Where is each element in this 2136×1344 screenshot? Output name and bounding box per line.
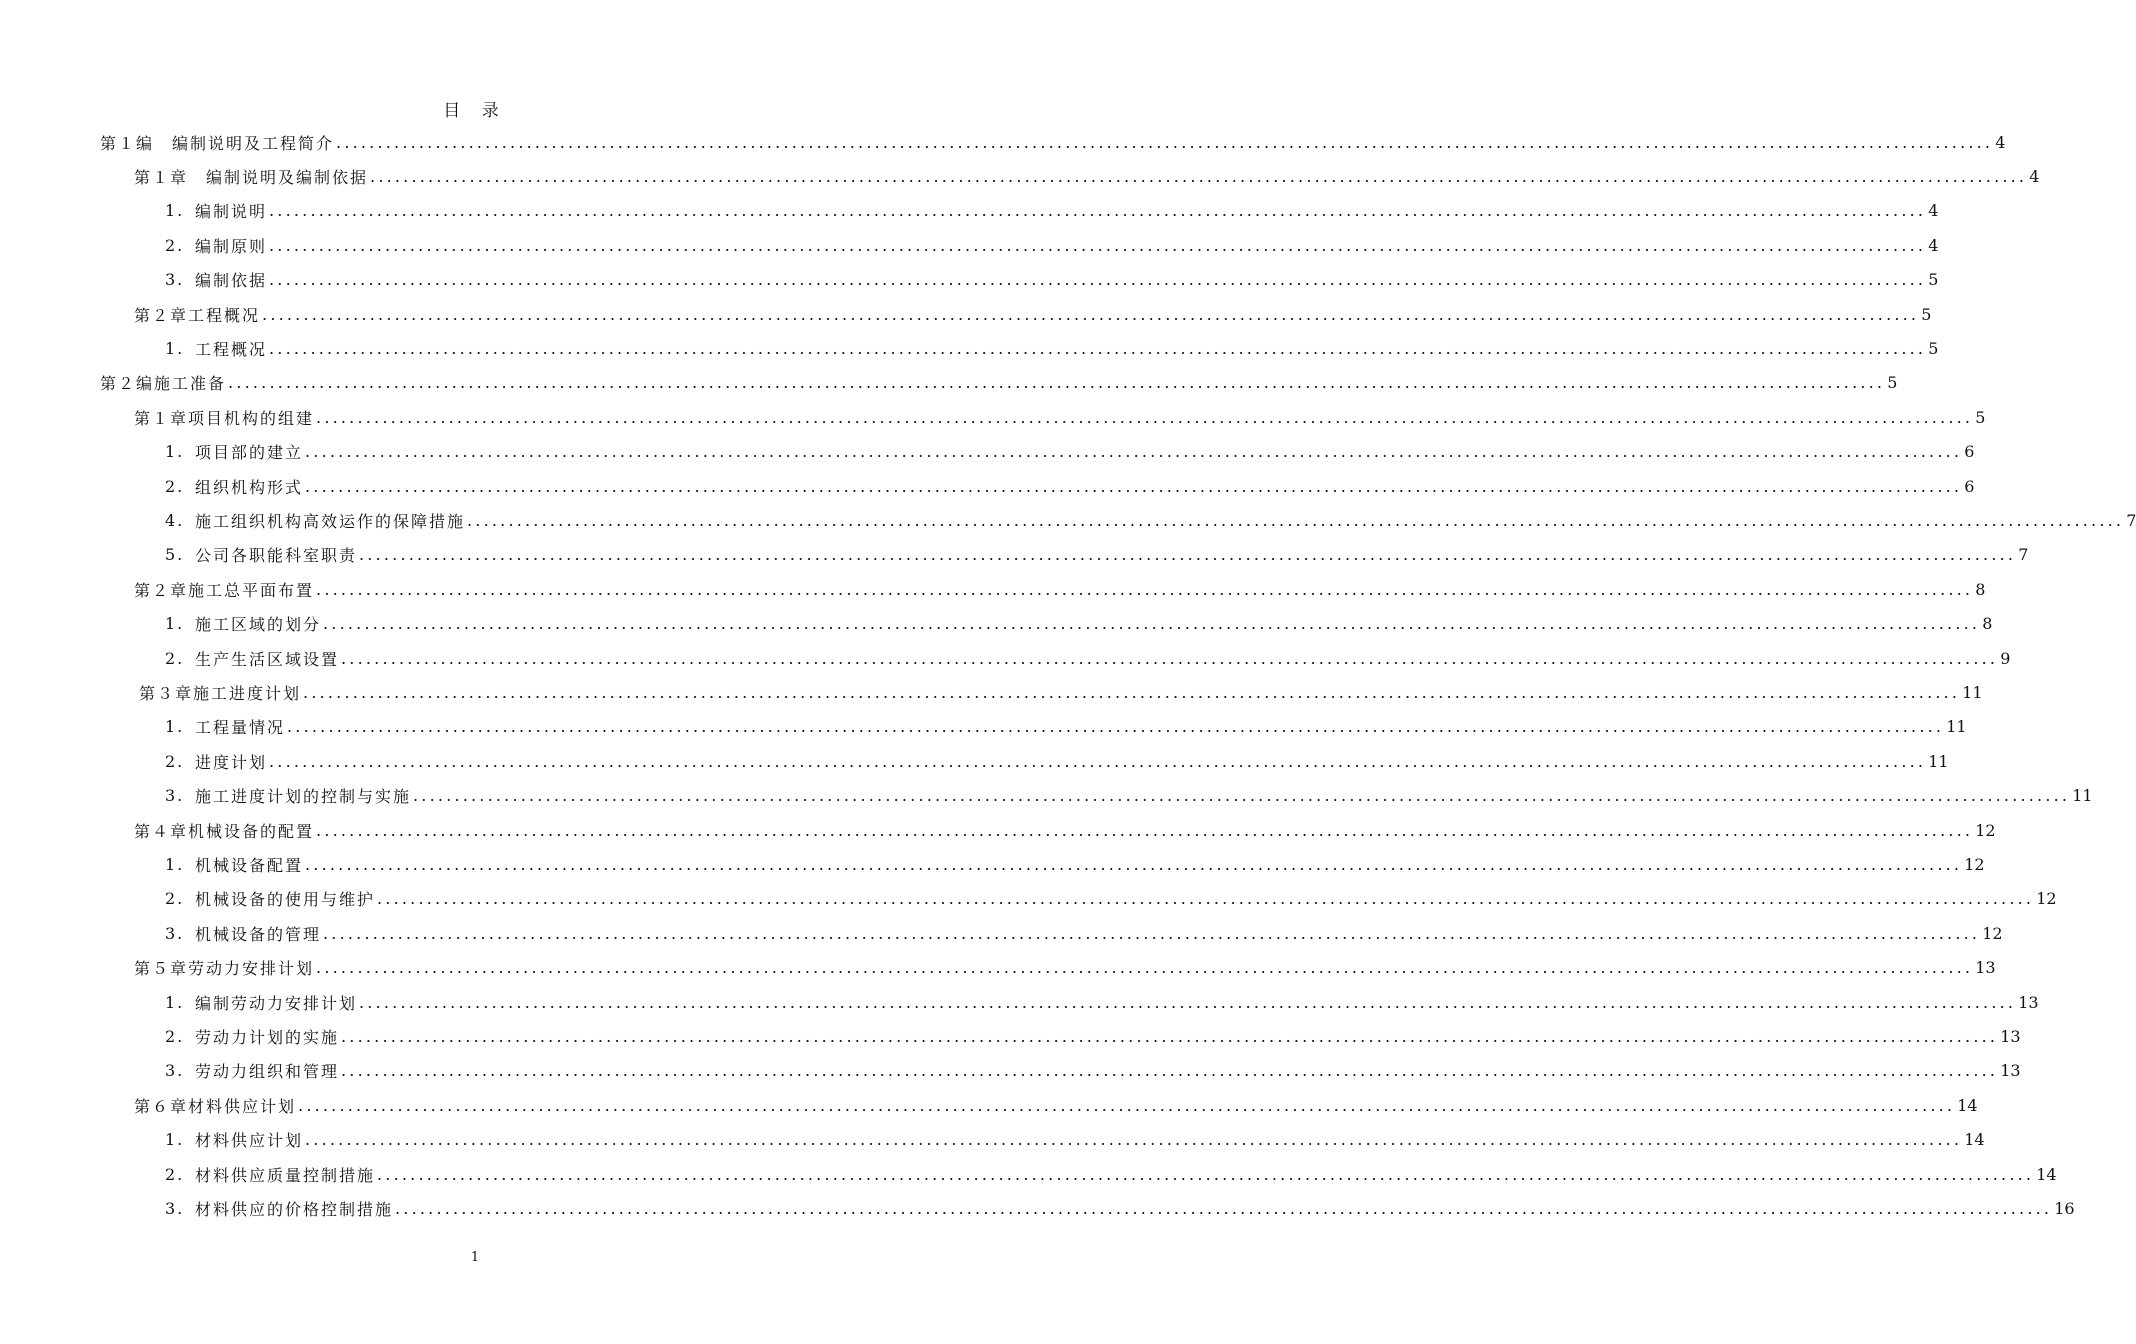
toc-entry-title: 材料供应计划 bbox=[195, 1131, 304, 1151]
toc-leader-dots: ........................................................................................................................................................................................................ bbox=[316, 579, 1974, 599]
toc-leader-dots: ........................................................................................................................................................................................................ bbox=[228, 373, 1886, 393]
toc-entry-number: 第４章 bbox=[134, 821, 189, 841]
toc-entry-title: 编制原则 bbox=[195, 236, 268, 256]
toc-entry[interactable] bbox=[165, 228, 1939, 262]
toc-leader-dots: ........................................................................................................................................................................................................ bbox=[359, 545, 2017, 565]
toc-entry-number: 第１章 bbox=[134, 408, 189, 428]
toc-entry[interactable] bbox=[165, 538, 2029, 572]
toc-entry-number: 第１章 bbox=[134, 167, 189, 187]
toc-entry-title: 机械设备配置 bbox=[195, 855, 304, 875]
toc-leader-dots: ........................................................................................................................................................................................................ bbox=[287, 717, 1945, 737]
toc-entry-page: 8 bbox=[1975, 579, 1986, 599]
toc-entry-title: 施工进度计划的控制与实施 bbox=[195, 787, 412, 807]
toc-entry-number: 2. bbox=[165, 889, 185, 909]
toc-entry-title: 施工进度计划 bbox=[193, 683, 302, 703]
toc-leader-dots: ........................................................................................................................................................................................................ bbox=[467, 510, 2125, 530]
toc-entry-number: 3. bbox=[165, 270, 185, 290]
toc-entry-title: 施工区域的划分 bbox=[195, 615, 322, 635]
toc-entry-number: 1. bbox=[165, 338, 185, 358]
toc-entry[interactable] bbox=[165, 194, 1939, 228]
toc-entry-number: 2. bbox=[165, 648, 185, 668]
toc-entry-title: 施工组织机构高效运作的保障措施 bbox=[195, 511, 466, 531]
toc-entry-page: 16 bbox=[2054, 1198, 2075, 1218]
toc-leader-dots: ........................................................................................................................................................................................................ bbox=[305, 854, 1963, 874]
toc-entry-page: 5 bbox=[1975, 407, 1986, 427]
toc-leader-dots: ........................................................................................................................................................................................................ bbox=[336, 132, 1994, 152]
toc-entry-number: 2. bbox=[165, 235, 185, 255]
toc-entry-title: 编制说明及工程简介 bbox=[154, 133, 335, 153]
toc-entry[interactable] bbox=[165, 847, 1985, 881]
toc-entry-page: 6 bbox=[1964, 442, 1975, 462]
toc-entry[interactable] bbox=[165, 882, 2057, 916]
toc-entry[interactable] bbox=[165, 641, 2011, 675]
toc-entry-page: 4 bbox=[1928, 201, 1939, 221]
toc-entry-page: 12 bbox=[1982, 923, 2003, 943]
toc-entry[interactable] bbox=[165, 607, 1993, 641]
toc-entry-page: 8 bbox=[1982, 614, 1993, 634]
toc-entry-number: 2. bbox=[165, 1164, 185, 1184]
toc-entry-number: 3. bbox=[165, 786, 185, 806]
toc-entry-number: 1. bbox=[165, 992, 185, 1012]
toc-entry-title: 生产生活区域设置 bbox=[195, 649, 340, 669]
toc-leader-dots: ........................................................................................................................................................................................................ bbox=[370, 166, 2028, 186]
toc-entry-title: 编制劳动力安排计划 bbox=[195, 993, 358, 1013]
toc-entry-number: 第２编 bbox=[100, 374, 155, 394]
toc-entry[interactable] bbox=[134, 297, 1932, 331]
toc-entry-page: 13 bbox=[2000, 1026, 2021, 1046]
toc-entry[interactable] bbox=[165, 1054, 2021, 1088]
toc-leader-dots: ........................................................................................................................................................................................................ bbox=[377, 1164, 2035, 1184]
toc-entry[interactable] bbox=[165, 435, 1975, 469]
toc-entry-number: 4. bbox=[165, 510, 185, 530]
toc-entry-number: 5. bbox=[165, 545, 185, 565]
toc-entry-page: 4 bbox=[1928, 235, 1939, 255]
toc-entry-number: 2. bbox=[165, 751, 185, 771]
toc-entry-page: 5 bbox=[1921, 304, 1932, 324]
toc-entry[interactable] bbox=[165, 1191, 2075, 1225]
page-number: 1 bbox=[470, 1250, 480, 1265]
toc-entry-number: 1. bbox=[165, 854, 185, 874]
toc-entry[interactable] bbox=[165, 503, 2136, 537]
toc-leader-dots: ........................................................................................................................................................................................................ bbox=[269, 235, 1927, 255]
toc-leader-dots: ........................................................................................................................................................................................................ bbox=[316, 958, 1974, 978]
toc-leader-dots: ........................................................................................................................................................................................................ bbox=[323, 614, 1981, 634]
toc-entry-page: 5 bbox=[1928, 270, 1939, 290]
toc-leader-dots: ........................................................................................................................................................................................................ bbox=[316, 820, 1974, 840]
toc-leader-dots: ........................................................................................................................................................................................................ bbox=[395, 1198, 2053, 1218]
toc-entry-page: 13 bbox=[1975, 958, 1996, 978]
toc-entry-page: 5 bbox=[1887, 373, 1898, 393]
toc-entry-title: 材料供应计划 bbox=[188, 1096, 297, 1116]
toc-leader-dots: ........................................................................................................................................................................................................ bbox=[305, 442, 1963, 462]
toc-entry-page: 14 bbox=[2036, 1164, 2057, 1184]
toc-leader-dots: ........................................................................................................................................................................................................ bbox=[269, 270, 1927, 290]
toc-entry-title: 材料供应的价格控制措施 bbox=[195, 1199, 394, 1219]
toc-entry-page: 14 bbox=[1957, 1095, 1978, 1115]
toc-entry-page: 12 bbox=[2036, 889, 2057, 909]
toc-entry-page: 4 bbox=[2029, 166, 2040, 186]
toc-entry-title: 材料供应质量控制措施 bbox=[195, 1165, 376, 1185]
toc-entry-number: 第２章 bbox=[134, 305, 189, 325]
toc-entry-number: 第３章 bbox=[139, 683, 194, 703]
toc-leader-dots: ........................................................................................................................................................................................................ bbox=[305, 476, 1963, 496]
toc-entry-title: 编制说明及编制依据 bbox=[188, 167, 369, 187]
toc-entry-title: 施工总平面布置 bbox=[188, 580, 315, 600]
toc-entry-page: 12 bbox=[1964, 854, 1985, 874]
toc-leader-dots: ........................................................................................................................................................................................................ bbox=[269, 751, 1927, 771]
toc-entry-number: 1. bbox=[165, 717, 185, 737]
toc-entry-title: 机械设备的管理 bbox=[195, 924, 322, 944]
toc-entry-title: 项目部的建立 bbox=[195, 443, 304, 463]
toc-entry-number: 第５章 bbox=[134, 959, 189, 979]
toc-leader-dots: ........................................................................................................................................................................................................ bbox=[377, 889, 2035, 909]
toc-entry-title: 劳动力组织和管理 bbox=[195, 1062, 340, 1082]
toc-entry-number: 3. bbox=[165, 1061, 185, 1081]
toc-entry-title: 编制依据 bbox=[195, 271, 268, 291]
toc-entry-page: 5 bbox=[1928, 338, 1939, 358]
toc-entry-number: 1. bbox=[165, 614, 185, 634]
toc-entry-page: 4 bbox=[1995, 132, 2006, 152]
toc-entry[interactable] bbox=[100, 125, 2006, 159]
toc-entry-title: 组织机构形式 bbox=[195, 477, 304, 497]
toc-entry-title: 施工准备 bbox=[154, 374, 227, 394]
toc-leader-dots: ........................................................................................................................................................................................................ bbox=[269, 201, 1927, 221]
toc-leader-dots: ........................................................................................................................................................................................................ bbox=[262, 304, 1920, 324]
toc-entry-page: 6 bbox=[1964, 476, 1975, 496]
toc-entry-page: 11 bbox=[1962, 682, 1983, 702]
toc-entry-page: 11 bbox=[1946, 717, 1967, 737]
toc-entry-title: 机械设备的配置 bbox=[188, 821, 315, 841]
toc-entry-page: 11 bbox=[1928, 751, 1949, 771]
toc-entry[interactable] bbox=[165, 985, 2039, 1019]
toc-entry-number: 2. bbox=[165, 1026, 185, 1046]
toc-entry-page: 11 bbox=[2072, 786, 2093, 806]
toc-entry[interactable] bbox=[165, 1157, 2057, 1191]
toc-entry[interactable] bbox=[165, 1019, 2021, 1053]
toc-entry[interactable] bbox=[100, 366, 1898, 400]
toc-entry[interactable] bbox=[165, 263, 1939, 297]
toc-entry[interactable] bbox=[165, 916, 2003, 950]
toc-entry[interactable] bbox=[134, 159, 2040, 193]
toc-leader-dots: ........................................................................................................................................................................................................ bbox=[305, 1130, 1963, 1150]
toc-entry-number: 1. bbox=[165, 1130, 185, 1150]
toc-entry-title: 进度计划 bbox=[195, 752, 268, 772]
toc-entry-number: 1. bbox=[165, 201, 185, 221]
toc-entry-page: 9 bbox=[2000, 648, 2011, 668]
toc-entry[interactable] bbox=[139, 675, 1983, 709]
toc-entry-title: 工程量情况 bbox=[195, 718, 286, 738]
toc-entry[interactable] bbox=[165, 469, 1975, 503]
toc-entry-number: 1. bbox=[165, 442, 185, 462]
toc-entry-title: 劳动力安排计划 bbox=[188, 959, 315, 979]
toc-entry-page: 7 bbox=[2126, 510, 2136, 530]
toc-entry-title: 项目机构的组建 bbox=[188, 408, 315, 428]
toc-entry-title: 公司各职能科室职责 bbox=[195, 546, 358, 566]
toc-entry[interactable] bbox=[165, 779, 2093, 813]
toc-entry-title: 工程概况 bbox=[188, 305, 261, 325]
toc-leader-dots: ........................................................................................................................................................................................................ bbox=[303, 682, 1961, 702]
toc-entry-page: 13 bbox=[2018, 992, 2039, 1012]
toc-entry[interactable] bbox=[134, 951, 1996, 985]
toc-leader-dots: ........................................................................................................................................................................................................ bbox=[316, 407, 1974, 427]
toc-entry-page: 7 bbox=[2018, 545, 2029, 565]
toc-entry-number: 3. bbox=[165, 1198, 185, 1218]
toc-entry[interactable] bbox=[134, 813, 1996, 847]
toc-entry-title: 机械设备的使用与维护 bbox=[195, 890, 376, 910]
toc-entry-number: 2. bbox=[165, 476, 185, 496]
toc-entry-title: 工程概况 bbox=[195, 339, 268, 359]
toc-entry[interactable] bbox=[165, 744, 1949, 778]
toc-entry[interactable] bbox=[134, 400, 1986, 434]
toc-entry-page: 14 bbox=[1964, 1130, 1985, 1150]
toc-entry[interactable] bbox=[134, 572, 1986, 606]
toc-entry-page: 12 bbox=[1975, 820, 1996, 840]
toc-entry[interactable] bbox=[165, 1123, 1985, 1157]
toc-entry[interactable] bbox=[134, 1088, 1978, 1122]
toc-leader-dots: ........................................................................................................................................................................................................ bbox=[341, 1061, 1999, 1081]
toc-entry-title: 劳动力计划的实施 bbox=[195, 1027, 340, 1047]
toc-leader-dots: ........................................................................................................................................................................................................ bbox=[413, 786, 2071, 806]
toc-leader-dots: ........................................................................................................................................................................................................ bbox=[298, 1095, 1956, 1115]
toc-entry[interactable] bbox=[165, 331, 1939, 365]
toc-leader-dots: ........................................................................................................................................................................................................ bbox=[269, 338, 1927, 358]
toc-leader-dots: ........................................................................................................................................................................................................ bbox=[359, 992, 2017, 1012]
toc-entry[interactable] bbox=[165, 710, 1967, 744]
toc-leader-dots: ........................................................................................................................................................................................................ bbox=[323, 923, 1981, 943]
toc-leader-dots: ........................................................................................................................................................................................................ bbox=[341, 648, 1999, 668]
toc-title: 目 录 bbox=[443, 101, 507, 121]
toc-entry-number: 第１编 bbox=[100, 133, 155, 153]
toc-entry-page: 13 bbox=[2000, 1061, 2021, 1081]
toc-entry-number: 第２章 bbox=[134, 580, 189, 600]
toc-entry-number: 第６章 bbox=[134, 1096, 189, 1116]
toc-entry-title: 编制说明 bbox=[195, 202, 268, 222]
toc-leader-dots: ........................................................................................................................................................................................................ bbox=[341, 1026, 1999, 1046]
toc-entry-number: 3. bbox=[165, 923, 185, 943]
